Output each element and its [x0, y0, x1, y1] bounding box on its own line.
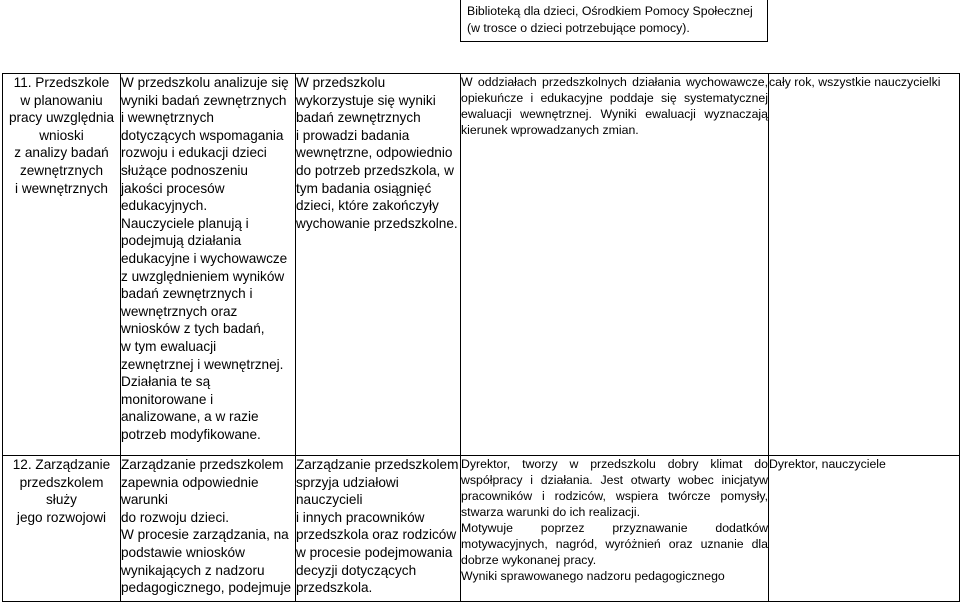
description-cell	[121, 74, 296, 456]
area-cell	[3, 74, 121, 456]
effect-cell	[296, 456, 461, 602]
actions-text: W oddziałach przedszkolnych działania wychowawcze, opiekuńcze i edukacyjne poddaje się systematycznej ewaluacji wewnętrznej. Wyniki ewaluacji wyznaczają kierunek wprowadzanych zmian.	[461, 75, 768, 137]
responsible-cell	[769, 456, 960, 602]
description-text: Zarządzanie przedszkolem zapewnia odpowiednie warunki do rozwoju dzieci. W procesie zarządzania, na podstawie wniosków wynikających z nadzoru pedagogicznego, podejmuje	[121, 457, 292, 596]
effect-cell	[296, 74, 461, 456]
responsible-text: cały rok, wszystkie nauczycielki	[769, 75, 941, 89]
table-row	[3, 456, 960, 602]
actions-cell	[461, 456, 769, 602]
effect-text: Zarządzanie przedszkolem sprzyja udziałowi nauczycieli i innych pracowników przedszkola oraz rodziców w procesie podejmowania decyzji dotyczących przedszkola.	[296, 457, 459, 596]
previous-row-fragment	[460, 0, 768, 42]
responsible-cell	[769, 74, 960, 456]
responsible-text: Dyrektor, nauczyciele	[769, 457, 886, 471]
effect-text: W przedszkolu wykorzystuje się wyniki badań zewnętrznych i prowadzi badania wewnętrzne, odpowiednio do potrzeb przedszkola, w tym badania osiągnięć dzieci, które zakończyły wychowanie przedszkolne.	[296, 75, 458, 231]
area-text: 11. Przedszkole w planowaniu pracy uwzględnia wnioski z analizy badań zewnętrznych i wewnętrznych	[8, 75, 115, 196]
top-note-text: Biblioteką dla dzieci, Ośrodkiem Pomocy Społecznej (w trosce o dzieci potrzebujące pomocy).	[467, 4, 753, 35]
table-row	[3, 74, 960, 456]
area-text: 12. Zarządzanie przedszkolem służy jego rozwojowi	[12, 457, 111, 525]
actions-paragraph: Wyniki sprawowanego nadzoru pedagogicznego	[461, 569, 725, 583]
plan-table	[2, 73, 960, 602]
actions-cell	[461, 74, 769, 456]
actions-paragraph: Motywuje poprzez przyznawanie dodatków motywacyjnych, nagród, wyróżnień oraz uznanie dla dobrze wykonanej pracy.	[461, 521, 768, 567]
area-cell	[3, 456, 121, 602]
description-cell	[121, 456, 296, 602]
actions-paragraph: Dyrektor, tworzy w przedszkolu dobry klimat do współpracy i działania. Jest otwarty wobec inicjatyw pracowników i rodziców, wspiera twórcze pomysły, stwarza warunki do ich realizacji.	[461, 457, 768, 519]
description-text: W przedszkolu analizuje się wyniki badań zewnętrznych i wewnętrznych dotyczących wspomagania rozwoju i edukacji dzieci służące podnoszeniu jakości procesów edukacyjnych. Nauczyciele planują i podejmują działania edukacyjne i wychowawcze z uwzględnieniem wyników badań zewnętrznych i wewnętrznych oraz wniosków z tych badań, w tym ewaluacji zewnętrznej i wewnętrznej. Działania te są monitorowane i analizowane, a w razie potrzeb modyfikowane.	[121, 75, 289, 442]
